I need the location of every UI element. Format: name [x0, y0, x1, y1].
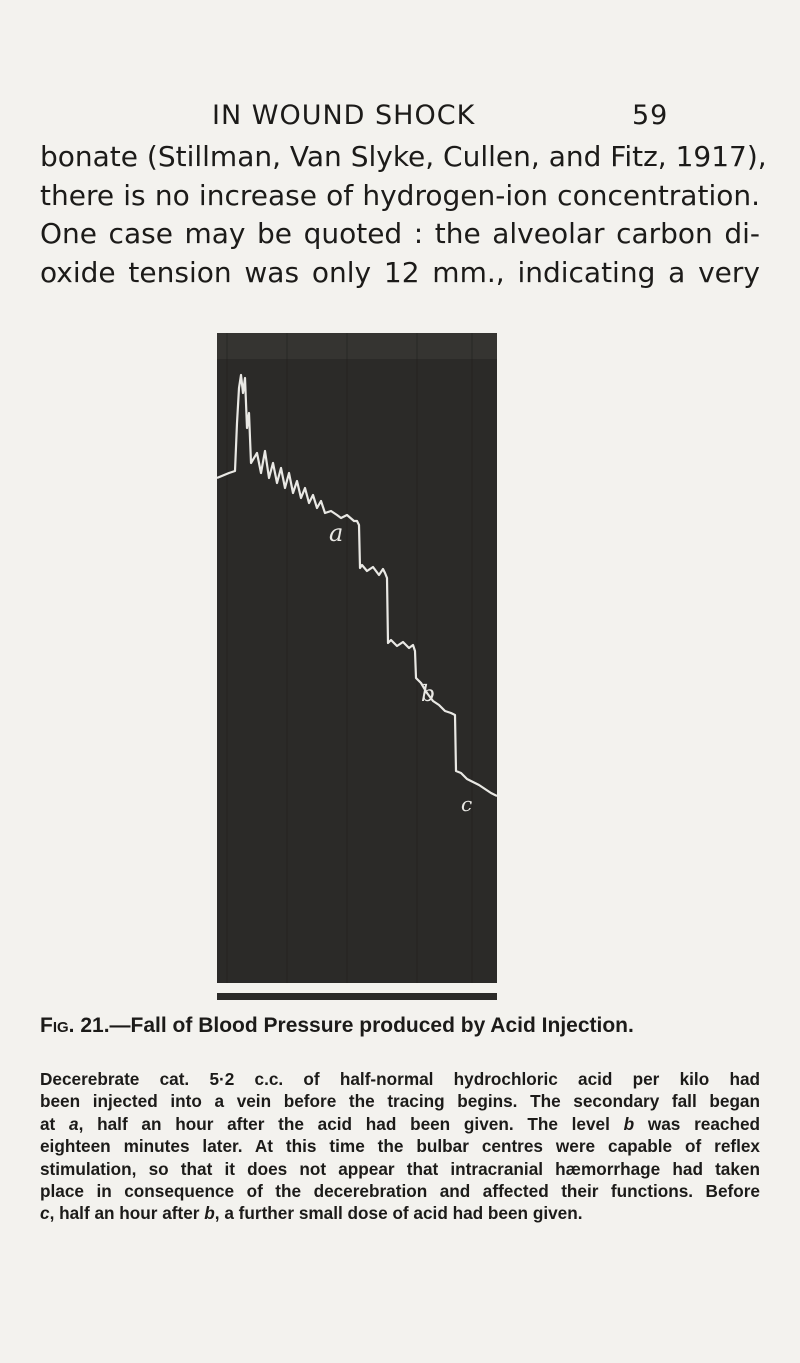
caption-line: [40, 1090, 760, 1112]
body-paragraph: [40, 138, 767, 292]
caption-line: [40, 1202, 760, 1224]
tracing-svg: [217, 333, 497, 1001]
caption-line: [40, 1158, 760, 1180]
caption-line: [40, 1113, 760, 1135]
body-line: One case may be quoted : the alveolar carbon di-: [40, 217, 760, 250]
caption-text: was reached: [634, 1113, 760, 1134]
marker-c: c: [461, 792, 473, 816]
tracing-top-band: [217, 333, 497, 359]
blood-pressure-tracing-figure: [217, 333, 497, 1001]
page-number: 59: [632, 100, 669, 131]
figure-caption-body: [40, 1068, 760, 1225]
marker-b: b: [421, 682, 436, 707]
running-head: [0, 100, 800, 140]
caption-text: eighteen minutes later. At this time the bulbar centres were capable of reflex: [40, 1136, 760, 1157]
caption-text: Decerebrate cat. 5·2 c.c. of half-normal hydrochloric acid per kilo had: [40, 1069, 760, 1089]
caption-text: , half an hour after: [49, 1203, 205, 1224]
caption-line: [40, 1180, 760, 1202]
caption-text: at: [40, 1113, 70, 1134]
caption-text: , a further small dose of acid had been given.: [214, 1203, 583, 1224]
caption-text: , half an hour after the acid had been given. The level: [78, 1113, 624, 1134]
caption-line: [40, 1135, 760, 1157]
caption-italic-letter: b: [623, 1113, 635, 1134]
body-line: there is no increase of hydrogen-ion concentration.: [40, 178, 760, 212]
caption-text: place in consequence of the decerebration and affected their functions. Before: [40, 1181, 760, 1202]
caption-italic-letter: c: [40, 1203, 50, 1224]
figure-caption-title: [40, 1014, 760, 1038]
figure-label: Fig. 21.: [40, 1014, 110, 1037]
running-head-title: IN WOUND SHOCK: [212, 100, 476, 131]
caption-text: stimulation, so that it does not appear that intracranial hæmorrhage had taken: [40, 1158, 760, 1179]
body-line: oxide tension was only 12 mm., indicating a very: [40, 255, 760, 289]
figure-title: —Fall of Blood Pressure produced by Acid Injection.: [109, 1014, 634, 1037]
caption-italic-letter: b: [204, 1203, 215, 1224]
caption-text: been injected into a vein before the tracing begins. The secondary fall began: [40, 1091, 760, 1112]
tracing-background: [217, 333, 497, 983]
caption-italic-letter: a: [69, 1113, 79, 1134]
tracing-bottom-band: [217, 993, 497, 1000]
caption-line: [40, 1068, 760, 1090]
body-line: bonate (Stillman, Van Slyke, Cullen, and Fitz, 1917),: [40, 140, 767, 173]
marker-a: a: [329, 519, 344, 547]
